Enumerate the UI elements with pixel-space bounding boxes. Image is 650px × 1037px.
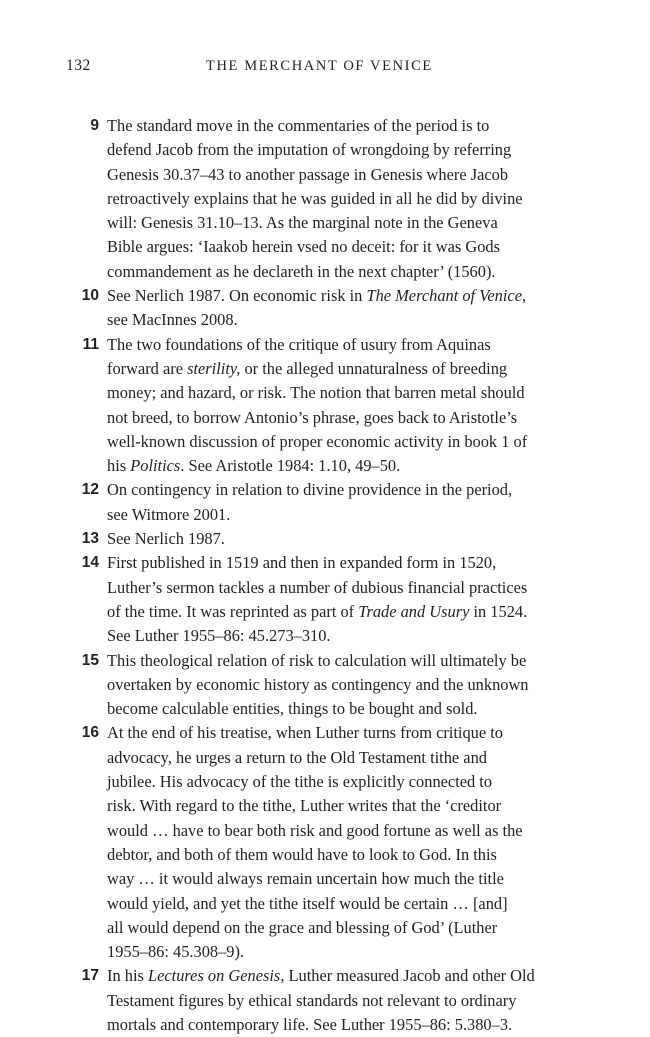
endnote-line (107, 551, 566, 575)
endnote-number: 11 (82, 335, 99, 353)
text-segment: forward are (107, 358, 188, 378)
endnote-line (107, 260, 566, 284)
endnote-line (107, 673, 566, 697)
endnote-number: 9 (90, 117, 99, 134)
text-segment: At the end of his treatise, when Luther turns from critique to (107, 723, 504, 743)
text-segment: well-known discussion of proper economic activity in book 1 of (107, 431, 528, 451)
text-segment: Luther’s sermon tackles a number of dubious financial practices (107, 577, 528, 597)
endnote-line (107, 721, 566, 745)
text-segment: See Nerlich 1987. (107, 529, 225, 549)
text-segment: or the alleged unnaturalness of breeding (240, 358, 508, 378)
endnote-line (107, 600, 566, 624)
endnote-number: 14 (81, 554, 99, 572)
endnote-line (107, 649, 566, 673)
text-segment: way … it would always remain uncertain how much the title (107, 869, 504, 889)
endnote-15 (66, 649, 566, 722)
endnote-line (107, 284, 566, 308)
text-segment: mortals and contemporary life. See Luther 1955–86: 5.380–3. (107, 1014, 513, 1034)
text-segment: all would depend on the grace and blessing of God’ (Luther (107, 917, 498, 937)
endnote-17 (66, 964, 566, 1037)
endnote-line (107, 867, 566, 891)
endnote-line (107, 211, 566, 235)
text-segment: not breed, to borrow Antonio’s phrase, goes back to Aristotle’s (107, 407, 518, 427)
italic-title: sterility, (187, 358, 241, 378)
text-segment: his (107, 456, 131, 476)
endnote-line (107, 624, 566, 648)
endnote-line (107, 794, 566, 818)
endnote-line (107, 503, 566, 527)
text-segment: See Nerlich 1987. On economic risk in (107, 286, 367, 306)
text-segment: become calculable entities, things to be bought and sold. (107, 699, 478, 719)
text-segment: money; and hazard, or risk. The notion that barren metal should (107, 383, 525, 403)
endnote-line (107, 357, 566, 381)
endnote-line (107, 308, 566, 332)
endnote-number: 16 (81, 724, 99, 742)
endnote-line (107, 964, 566, 988)
text-segment: , Luther measured Jacob and other Old (280, 966, 535, 986)
text-segment: see Witmore 2001. (107, 504, 231, 524)
text-segment: On contingency in relation to divine providence in the period, (107, 480, 513, 500)
text-segment: advocacy, he urges a return to the Old Testament tithe and (107, 747, 487, 767)
endnote-line (107, 892, 566, 916)
running-title: THE MERCHANT OF VENICE (206, 58, 433, 74)
text-segment: See Luther 1955–86: 45.273–310. (107, 626, 331, 646)
endnote-line (107, 527, 566, 551)
endnote-number: 17 (81, 967, 99, 985)
text-segment: of the time. It was reprinted as part of (107, 601, 359, 621)
endnote-number: 10 (81, 287, 99, 305)
endnote-line (107, 406, 566, 430)
text-segment: would yield, and yet the tithe itself would be certain … [and] (107, 893, 508, 913)
endnote-line (107, 381, 566, 405)
endnote-10 (66, 284, 566, 333)
endnote-line (107, 235, 566, 259)
text-segment: The two foundations of the critique of usury from Aquinas (107, 334, 491, 354)
endnote-line (107, 138, 566, 162)
text-segment: jubilee. His advocacy of the tithe is explicitly connected to (107, 772, 493, 792)
text-segment: defend Jacob from the imputation of wrongdoing by referring (107, 140, 512, 160)
endnote-14 (66, 551, 566, 648)
endnote-line (107, 916, 566, 940)
endnote-line (107, 333, 566, 357)
text-segment: debtor, and both of them would have to look to God. In this (107, 844, 497, 864)
endnote-line (107, 746, 566, 770)
endnote-line (107, 843, 566, 867)
text-segment: This theological relation of risk to calculation will ultimately be (107, 650, 527, 670)
italic-title: Trade and Usury (358, 601, 470, 621)
text-segment: The standard move in the commentaries of the period is to (107, 116, 490, 135)
text-segment: commandement as he declareth in the next chapter’ (1560). (107, 261, 496, 281)
endnote-line (107, 187, 566, 211)
endnote-line (107, 576, 566, 600)
text-segment: Bible argues: ‘Iaakob herein vsed no deceit: for it was Gods (107, 237, 500, 257)
endnote-13 (66, 527, 566, 551)
text-segment: retroactively explains that he was guided in all he did by divine (107, 188, 523, 208)
page-header (66, 56, 566, 76)
endnote-11 (66, 333, 566, 479)
endnote-9 (66, 114, 566, 284)
endnote-line (107, 454, 566, 478)
italic-title: Lectures on Genesis (147, 966, 281, 986)
text-segment: would … have to bear both risk and good fortune as well as the (107, 820, 523, 840)
endnote-line (107, 697, 566, 721)
endnote-number: 12 (81, 481, 99, 499)
endnote-number: 15 (81, 651, 99, 669)
italic-title: Politics (130, 456, 181, 476)
text-segment: In his (107, 966, 148, 986)
endnote-12 (66, 478, 566, 527)
text-segment: Genesis 30.37–43 to another passage in Genesis where Jacob (107, 164, 509, 184)
text-segment: overtaken by economic history as contingency and the unknown (107, 674, 529, 694)
text-segment: in 1524. (469, 601, 528, 621)
text-segment: 1955–86: 45.308–9). (107, 942, 245, 962)
italic-title: The Merchant of Venice (366, 286, 522, 306)
endnote-line (107, 114, 566, 138)
endnote-line (107, 819, 566, 843)
endnote-number: 13 (81, 530, 99, 548)
endnote-16 (66, 721, 566, 964)
endnote-line (107, 430, 566, 454)
text-segment: risk. With regard to the tithe, Luther writes that the ‘creditor (107, 796, 502, 816)
text-segment: see MacInnes 2008. (107, 310, 238, 330)
endnote-line (107, 163, 566, 187)
page-number: 132 (66, 57, 91, 74)
text-segment: , (521, 286, 527, 306)
text-segment: First published in 1519 and then in expanded form in 1520, (107, 553, 497, 573)
text-segment: . See Aristotle 1984: 1.10, 49–50. (180, 456, 401, 476)
endnotes-list (66, 114, 566, 1037)
endnote-line (107, 770, 566, 794)
endnote-line (107, 940, 566, 964)
text-segment: Testament figures by ethical standards not relevant to ordinary (107, 990, 517, 1010)
endnote-line (107, 1013, 566, 1037)
text-segment: will: Genesis 31.10–13. As the marginal note in the Geneva (107, 213, 498, 233)
endnote-line (107, 478, 566, 502)
endnote-line (107, 989, 566, 1013)
